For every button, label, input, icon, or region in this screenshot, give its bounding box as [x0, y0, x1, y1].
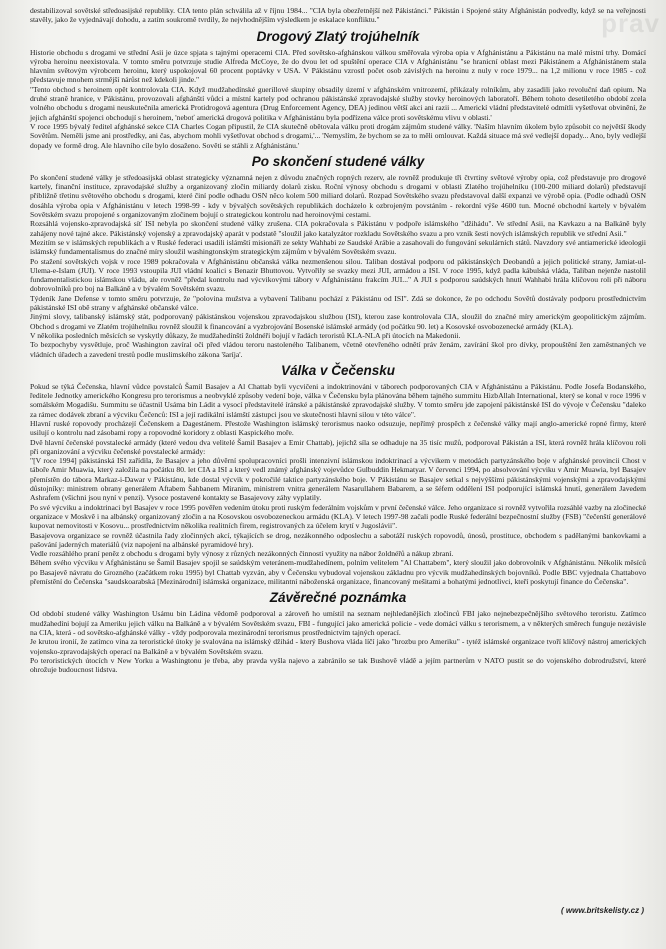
body-paragraph: To bezpochyby vysvětluje, proč Washington zavíral oči před vládou teroru nastoleného Talibanem, včetně otevřeného odnětí práv ženám, zavírání škol pro dívky, propouštění žen zaměstnaných ve vládních úřadech a zavedení trestů podle muslimského zákona 'šaríja'. — [30, 340, 646, 359]
body-paragraph: Vedle rozsáhlého praní peněz z obchodu s drogami byly výnosy z různých nezákonných činností využity na nábor žoldnéřů a nákup zbraní. — [30, 549, 454, 559]
body-paragraph: Pokud se týká Čečenska, hlavní vůdce povstalců Šamil Basajev a Al Chattab byli vycvičeni a indoktrinováni v táborech podporovaných CIA v Afghánistánu a Pákistánu. Podle Josefa Bodanského, ředitele Jednotky amerického Kongresu pro terorismus a neobvyklé způsoby vedení boje, válka v Čečensku byla plánována během tajného summitu HizbAllah International, který se konal v roce 1996 v somálském Mogadišu. Summitu se účastnil Usáma bin Ládit a vysocí představitelé íránské a pákistánské zpravodajské služby. V tomto směru jde zapojení pákistánské ISI do vývoje v Čečensku "daleko za rámec dodávek zbraní a výcviku Čečenců: ISI a její radikální islámští zástupci jsou ve skutečnosti hlavní silou v této válce". — [30, 381, 646, 419]
body-paragraph: Po své výcviku a indoktrinaci byl Basajev v roce 1995 pověřen vedením útoku proti ruským federálním vojskům v první čečenské válce. Jeho organizace si rovněž vytvořila rozsáhlé vazby na zločinecké organizace v Moskvě i na albánský organizovaný zločin a na Kosovskou osvobozeneckou armádu (KLA). V letech 1997-98 začali podle Ruské federální bezpečnostní služby (FSB) "čečenští generálové kupovat nemovitosti v Kosovu... prostřednictvím několika realitních firem, registrovaných za účelem krytí v Jugoslávii". — [30, 502, 646, 531]
section-heading: Drogový Zlatý trojúhelník — [256, 28, 420, 44]
intro-paragraph: destabilizoval sovětské středoasijské republiky. CIA tento plán schválila až v říjnu 1984... "CIA byla obezřetnější než Pákistánci." Pákistán i Spojené státy Afghánistán podvedly, když se na veřejnosti stavěly, jako že vyjednávají dohodu, a zatím soukromě tvrdily, že nejvhodnějším výsledkem je eskalace konfliktu." — [30, 6, 646, 25]
body-paragraph: Rozsáhlá vojensko-zpravodajská síť ISI nebyla po skončení studené války zrušena. CIA pokračovala s Pákistánu v podpoře islámského "džihádu". Ve střední Asii, na Kavkazu a na Balkáně byly zahájeny nové tajné akce. Pákistánský vojenský a zpravodajský aparát v podstatě "sloužil jako katalyzátor rozkladu Sovětského svazu a pro vznik šesti nových islámských republik ve střední Asii." — [30, 219, 646, 238]
section — [30, 154, 646, 359]
section-heading: Po skončení studené války — [251, 153, 425, 169]
body-paragraph: Basajevova organizace se rovněž účastnila řady zločinných akcí, týkajících se drog, nezákonného odposlechu a sabotáží ruských ropovodů, únosů, prostituce, obchodem s padělanými bankovkami a pašování jaderných materiálů (viz napojení na albánské pyramidové hry). — [30, 530, 646, 549]
section — [30, 29, 646, 150]
body-paragraph: Týdeník Jane Defense v tomto směru potvrzuje, že "polovina mužstva a vybavení Talibanu pochází z Pákistánu od ISI". Zdá se dokonce, že po odchodu Sovětů dostávaly podporu prostřednictvím pákistánské ISI obě strany v afghánské občanské válce. — [30, 293, 646, 313]
body-paragraph: "[V roce 1994] pákistánská ISI zařídila, že Basajev a jeho důvěrní spolupracovníci prošli intenzivní islámskou indoktrinací a výcvikem v metodách partyzánského boje v afghánské provincii Chost v táboře Amir Muawia, který založila na počátku 80. let CIA a ISI a který vedl známý afghánský vojevůdce Gulbuddin Hekmatyar. V červenci 1994, po absolvování výcviku v Amir Muawia, byl Basajev přemístěn do tábora Markaz-i-Dawar v Pákistánu, kde dostal výcvik v pokročilé taktice partyzánského boje. V Pákistánu se Basajev setkal s nejvýššími pákistánskými vojenskými a zpravodajskými důstojníky: ministrem obrany generálem Aftabem Šahbanem Miranim, ministrem vnitra generálem Nasarullahem Babarem, a se šéfem oddělení ISI podporující islámská hnutí, generálem Javedem Ashrafem (všichni jsou nyní v penzi). Vysoce postavené kontakty se Basajevovy záhy vyplatily. — [30, 456, 646, 503]
body-paragraph: "Tento obchod s heroinem opět kontrolovala CIA. Když mudžahedínské guerillové skupiny obsadily území v afghánském vnitrozemí, přikázaly rolníkům, aby zasadili jako revoluční daň opium. Na druhé straně hranice, v Pákistánu, provozovali afghánští vůdci a místní kartely pod ochranou pákistánské zpravodajské služby stovky heroinových laboratoří. Během tohoto desetiletého období zcela volného obchodu s drogami neuskutečnila americká Protidrogová agentura (Drug Enforcement Agency, DEA) jedinou větší akci ani razii ... Americkí vládní představitelé odmítli vyšetřovat obvinění, že jejich afghánští spojenci obchodují s heroinem, 'neboť americká drogová politika v Afghánistánu byla podřízena válce proti sovětskému vlivu v oblasti.' — [30, 84, 646, 122]
body-paragraph: Hlavní ruské ropovody procházejí Čečenskem a Dagestánem. Přestože Washington islámský terorismus naoko odsuzuje, nepřímý prospěch z čečenské války mají anglo-americké ropné firmy, které usilují o kontrolu nad zásobami ropy a ropovodné koridory z oblasti Kaspického moře. — [30, 418, 646, 438]
body-paragraph: Během svého výcviku v Afghánistánu se Šamil Basajev spojil se saúdským veteránem-mudžahedínem, polním velitelem "Al Chattabem", který sloužil jako dobrovolník v Afghánistánu. Několik měsíců po Basajevě návratu do Grozného (začátkem roku 1995) byl Chattab vyzván, aby v Čečensku vybudoval vojenskou základnu pro výcvik mudžahedínských bojovníků. Podle BBC vyjednala Chattabovo přemístění do Čečenska "saudskoarabská [Mezinárodní] islámská organizace, militantní náboženská organizace, financovaný mešitami a bohatými jednotlivci, kteří poskytují finance do Čečenska". — [30, 558, 646, 587]
body-paragraph: Jinými slovy, talibanský islámský stát, podporovaný pákistánskou vojenskou zpravodajskou službou (ISI), kterou zase kontrolovala CIA, sloužil do značné míry americkým geopolitickým zájmům. Obchod s drogami ve Zlatém trojúhelníku rovněž sloužil k financování a vyzbrojování Bosenské islámské armády (od počátku 90. let) a Kosovské osvobozenecké armády (KLA). — [30, 312, 646, 331]
body-paragraph: Dvě hlavní čečenské povstalecké armády (které vedou dva velitelé Šamil Basajev a Emir Chattab), jejichž síla se odhaduje na 35 tisíc mužů, podporoval Pákistán a ISI, která rovněž hrála klíčovou roli při organizování a výcviku čečenské povstalecké armády: — [30, 437, 646, 456]
section — [30, 363, 646, 587]
intro-block — [30, 6, 646, 25]
body-paragraph: V několika posledních měsících se vyskytly důkazy, že mudžahedínští žoldnéři bojují v řadách teroristů KLA-NLA při útocích na Makedonii. — [30, 330, 461, 340]
body-paragraph: Od období studené války Washington Usámu bin Ládina vědomě podporoval a zároveň ho umístil na seznam nejhledanějších zločinců FBI jako nejnebezpečnějšího světového teroristu. Zatímco mudžahedíni bojují za Ameriku jejich válku na Balkáně a v bývalém Sovětském svazu, FBI - fungující jako americká policie - vede domácí válku s terorismem, a v některých směrech funguje nezávisle na CIA, která - od sovětsko-afghánské války - vždy podporovala mezinárodní terorismus prostřednictvím tajných operací. — [30, 609, 646, 637]
body-paragraph: Po stažení sovětských vojsk v roce 1989 pokračovala v Afghánistánu občanská válka nezmenšenou silou. Taliban dostával podporu od pákistánských Deobandů a jejich politické strany, Jamiat-ul-Ulema-e-Islam (JUI). V roce 1993 vstoupila JUI vládní koalici s Benazir Bhuttovou. Vytvořily se svazky mezi JUI, armádou a ISI. V roce 1995, když padla kábulská vláda, Taliban nejenže nastolil fundamentalistickou islámskou vládu, ale rovněž "předal kontrolu nad výcvikovými tábory v Afghánistánu frakcím JUI..." A JUI s podporou saúdských hnutí Wahhabi hrála klíčovou roli při náboru dobrovolníků pro boj na Balkáně a v bývalém Sovětském svazu. — [30, 256, 646, 294]
body-paragraph: Po skončení studené války je středoasijská oblast strategicky významná nejen z důvodu značných ropných rezerv, ale rovněž produkuje tři čtvrtiny světové výroby opia, což představuje pro drogové kartely, finanční instituce, zpravodajské služby a organizovaný zločin miliardy dolarů zisku. Roční výnosy obchodu s drogami v oblasti Zlatého trojúhelníku (100-200 miliard dolarů) představují přibližně třetinu světového obchodu s drogami, které činí podle odhadu OSN něco kolem 500 miliard dolarů. Rozpad Sovětského svazu představoval další expanzi ve výrobě opia. (Podle odhadů OSN dosáhla výroba opia v Afghánistánu v letech 1998-99 - kdy v bývalých sovětských republikách docházelo k ozbrojeným povstáním - rekordní výše 4600 tun. Mocné obchodní kartely v bývalém Sovětském svazu propojené s organizovaným zločinem bojují o strategickou kontrolu nad heroinovými cestami. — [30, 172, 646, 220]
body-paragraph: Je krutou ironií, že zatímco vina za teroristické útoky je svalována na islámský džihád - který Bushova vláda líčí jako "hrozbu pro Ameriku" - tytéž islámské organizace tvoří klíčový nástroj amerických vojensko-zpravodajských operací na Balkáně a v bývalém Sovětském svazu. — [30, 637, 646, 656]
bleed-through-watermark: prav — [601, 8, 660, 38]
body-paragraph: Po teroristických útocích v New Yorku a Washingtonu je třeba, aby pravda vyšla najevo a zabránilo se tak Bushově vládě a jejím partnerům v NATO pustit se do vojenského dobrodružství, které ohrožuje budoucnost lidstva. — [30, 655, 646, 675]
source-credit: ( www.britskelisty.cz ) — [561, 906, 644, 915]
section-heading: Závěrečné poznámka — [269, 590, 407, 606]
body-paragraph: Historie obchodu s drogami ve střední Asii je úzce spjata s tajnými operacemi CIA. Před sovětsko-afghánskou válkou směřovala výroba opia v Afghánistánu a Pákistánu na malé místní trhy. Domácí výroba heroinu neexistovala. V tomto směru potvrzuje studie Alfreda McCoye, že do dvou let od spuštění operace CIA v Afghánistánu "se hranicní oblast mezi Pákistánem a Afghánistánem stala hlavním světovým výrobcem heroinu, který uspokojoval 60 procent poptávky v USA. V Pákistánu vzrostl počet osob závislých na heroinu z nuly v roce 1979... na 1,2 milionu v roce 1985 - což představuje mnohem strmější nárůst než kdekoli jinde." — [30, 47, 646, 85]
article-body — [30, 29, 646, 675]
body-paragraph: Mezitím se v islámských republikách a v Ruské federaci usadili islámští misionáři ze sekty Wahhabi ze Saudské Arábie a zasahovali do fungování sekulárních států. Navzdory své antiamerické ideologii islámský fundamentalismus do značné míry sloužil washingtonským strategickým zájmům v bývalém Sovětském svazu. — [30, 237, 646, 257]
section — [30, 590, 646, 674]
section-heading: Válka v Čečensku — [280, 362, 396, 378]
body-paragraph: V roce 1995 bývalý ředitel afghánské sekce CIA Charles Cogan připustil, že CIA skutečně obětovala válku proti drogám zájmům studené války. 'Naším hlavním úkolem bylo způsobit co největší škody Sovětům. Neměli jsme ani prostředky, ani čas, abychom mohli vyšetřovat obchod s drogami,'... 'Nemyslím, že bychom se za to měli omlouvat. Každá situace má své vedlejší dopady... Ano, byly vedlejší dopady ve formě drog. Ale hlavního cíle bylo dosaženo. Sověti se stáhli z Afghánistánu.' — [30, 121, 646, 150]
